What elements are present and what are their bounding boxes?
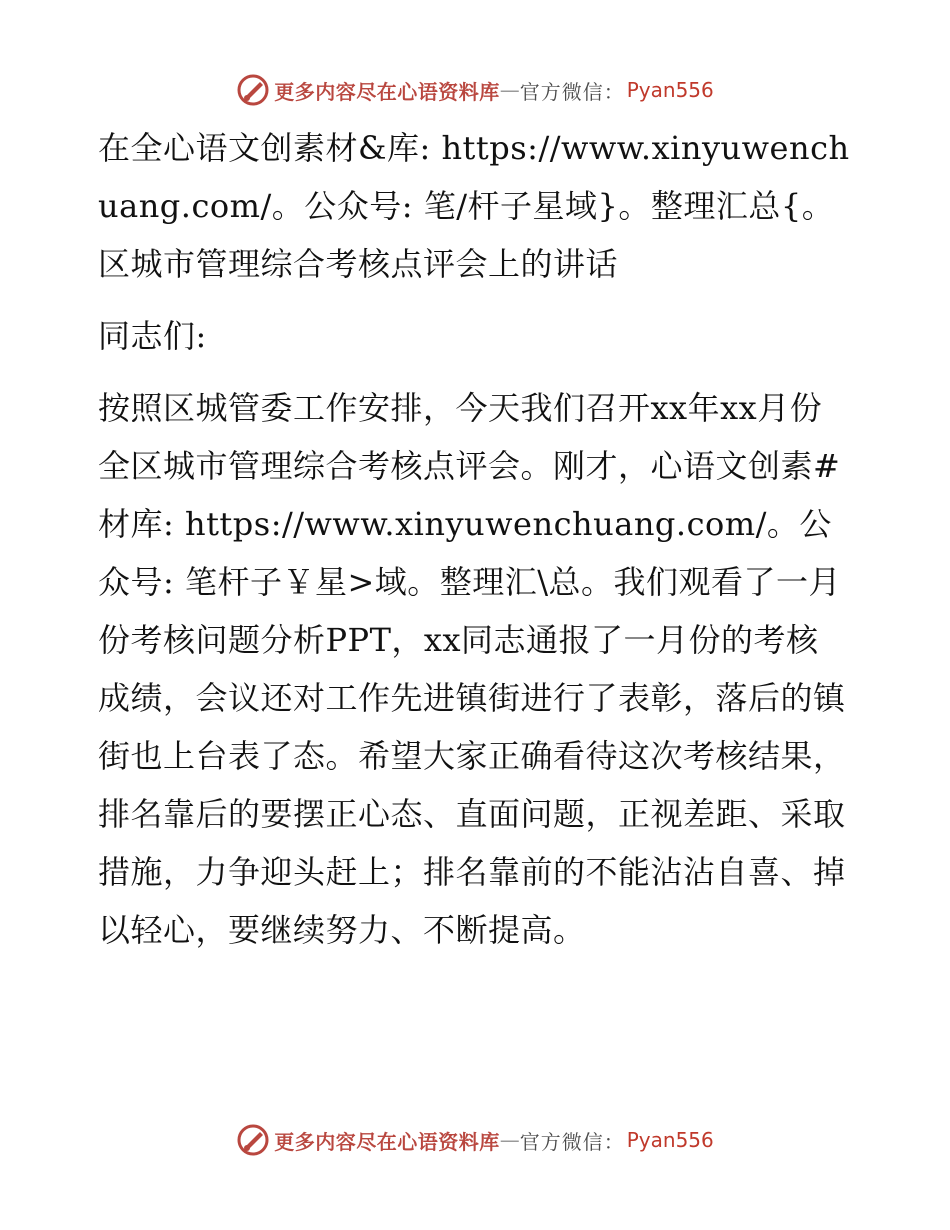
- title-paragraph: 在全心语文创素材&库: https://www.xinyuwenchuang.com/。公众号: 笔/杆子星域}。整理汇总{。区城市管理综合考核点评会上的讲话: [98, 129, 850, 283]
- brush-seal-icon: [236, 73, 270, 107]
- header-wechat-id: Pyan556: [626, 78, 714, 102]
- header-official-label: 官方微信：: [519, 79, 625, 104]
- footer-official-label: 官方微信：: [519, 1129, 625, 1154]
- footer-banner: [0, 1120, 950, 1160]
- footer-banner-text: 更多内容尽在心语资料库: [274, 1129, 500, 1154]
- header-banner: [0, 70, 950, 110]
- salutation: 同志们:: [98, 317, 207, 355]
- body-paragraph: 按照区城管委工作安排，今天我们召开xx年xx月份全区城市管理综合考核点评会。刚才，心语文创素#材库: https://www.xinyuwenchuang.com/。公众号: 笔杆子￥星>域。整理汇\总。我们观看了一月份考核问题分析PPT，xx同志通报了一月份的考核成绩，会议还对工作先进镇街进行了表彰，落后的镇街也上台表了态。希望大家正确看待这次考核结果，排名靠后的要摆正心态、直面问题，正视差距、采取措施，力争迎头赶上；排名靠前的不能沾沾自喜、掉以轻心，要继续努力、不断提高。: [98, 389, 846, 949]
- brush-seal-icon: [236, 1123, 270, 1157]
- header-separator: —: [499, 78, 520, 102]
- footer-wechat-id: Pyan556: [626, 1128, 714, 1152]
- header-banner-text: 更多内容尽在心语资料库: [274, 79, 500, 104]
- document-body: [98, 119, 850, 959]
- footer-separator: —: [499, 1128, 520, 1152]
